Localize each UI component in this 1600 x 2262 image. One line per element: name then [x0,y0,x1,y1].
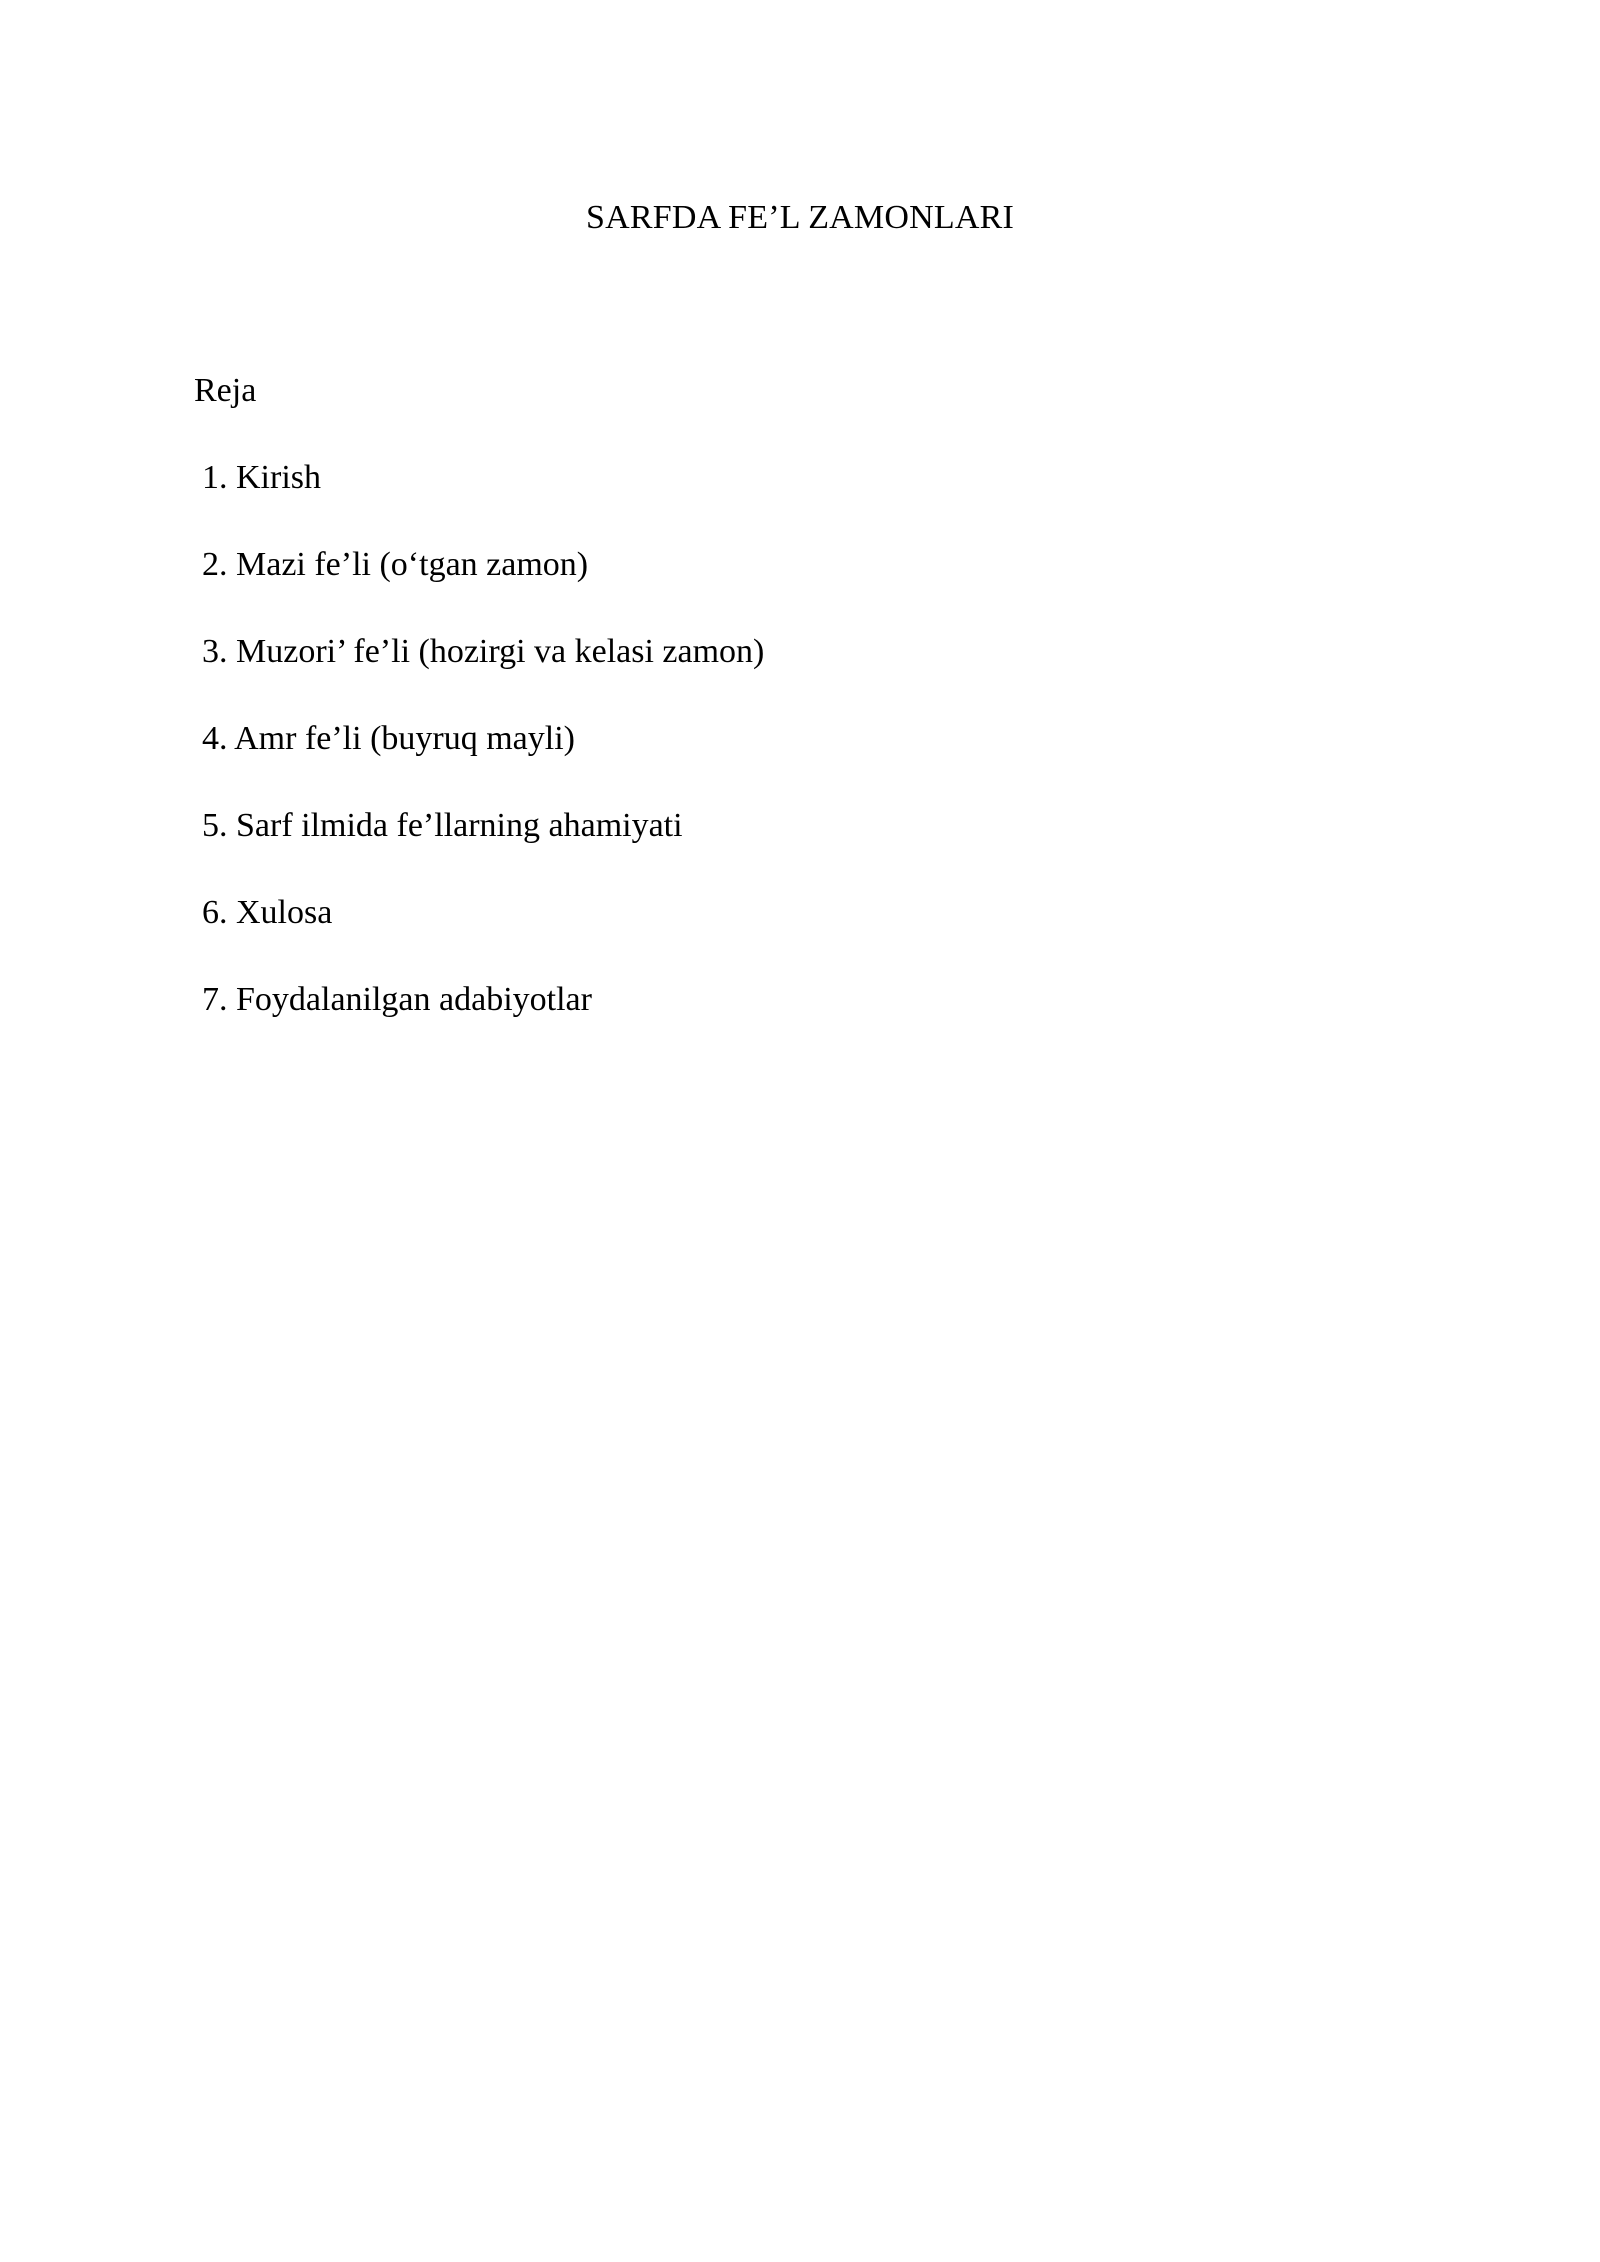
plan-heading: Reja [194,372,257,409]
plan-item-imperative-mood: 4. Amr fe’li (buyruq mayli) [202,720,575,757]
plan-item-past-tense: 2. Mazi fe’li (o‘tgan zamon) [202,546,589,583]
plan-item-conclusion: 6. Xulosa [202,894,333,931]
plan-item-importance-of-verbs: 5. Sarf ilmida fe’llarning ahamiyati [202,807,683,844]
plan-item-introduction: 1. Kirish [202,459,321,496]
document-title: SARFDA FE’L ZAMONLARI [586,199,1014,236]
plan-item-references: 7. Foydalanilgan adabiyotlar [202,981,592,1018]
plan-list [202,454,764,1063]
plan-item-present-future-tense: 3. Muzori’ fe’li (hozirgi va kelasi zamon) [202,633,765,670]
